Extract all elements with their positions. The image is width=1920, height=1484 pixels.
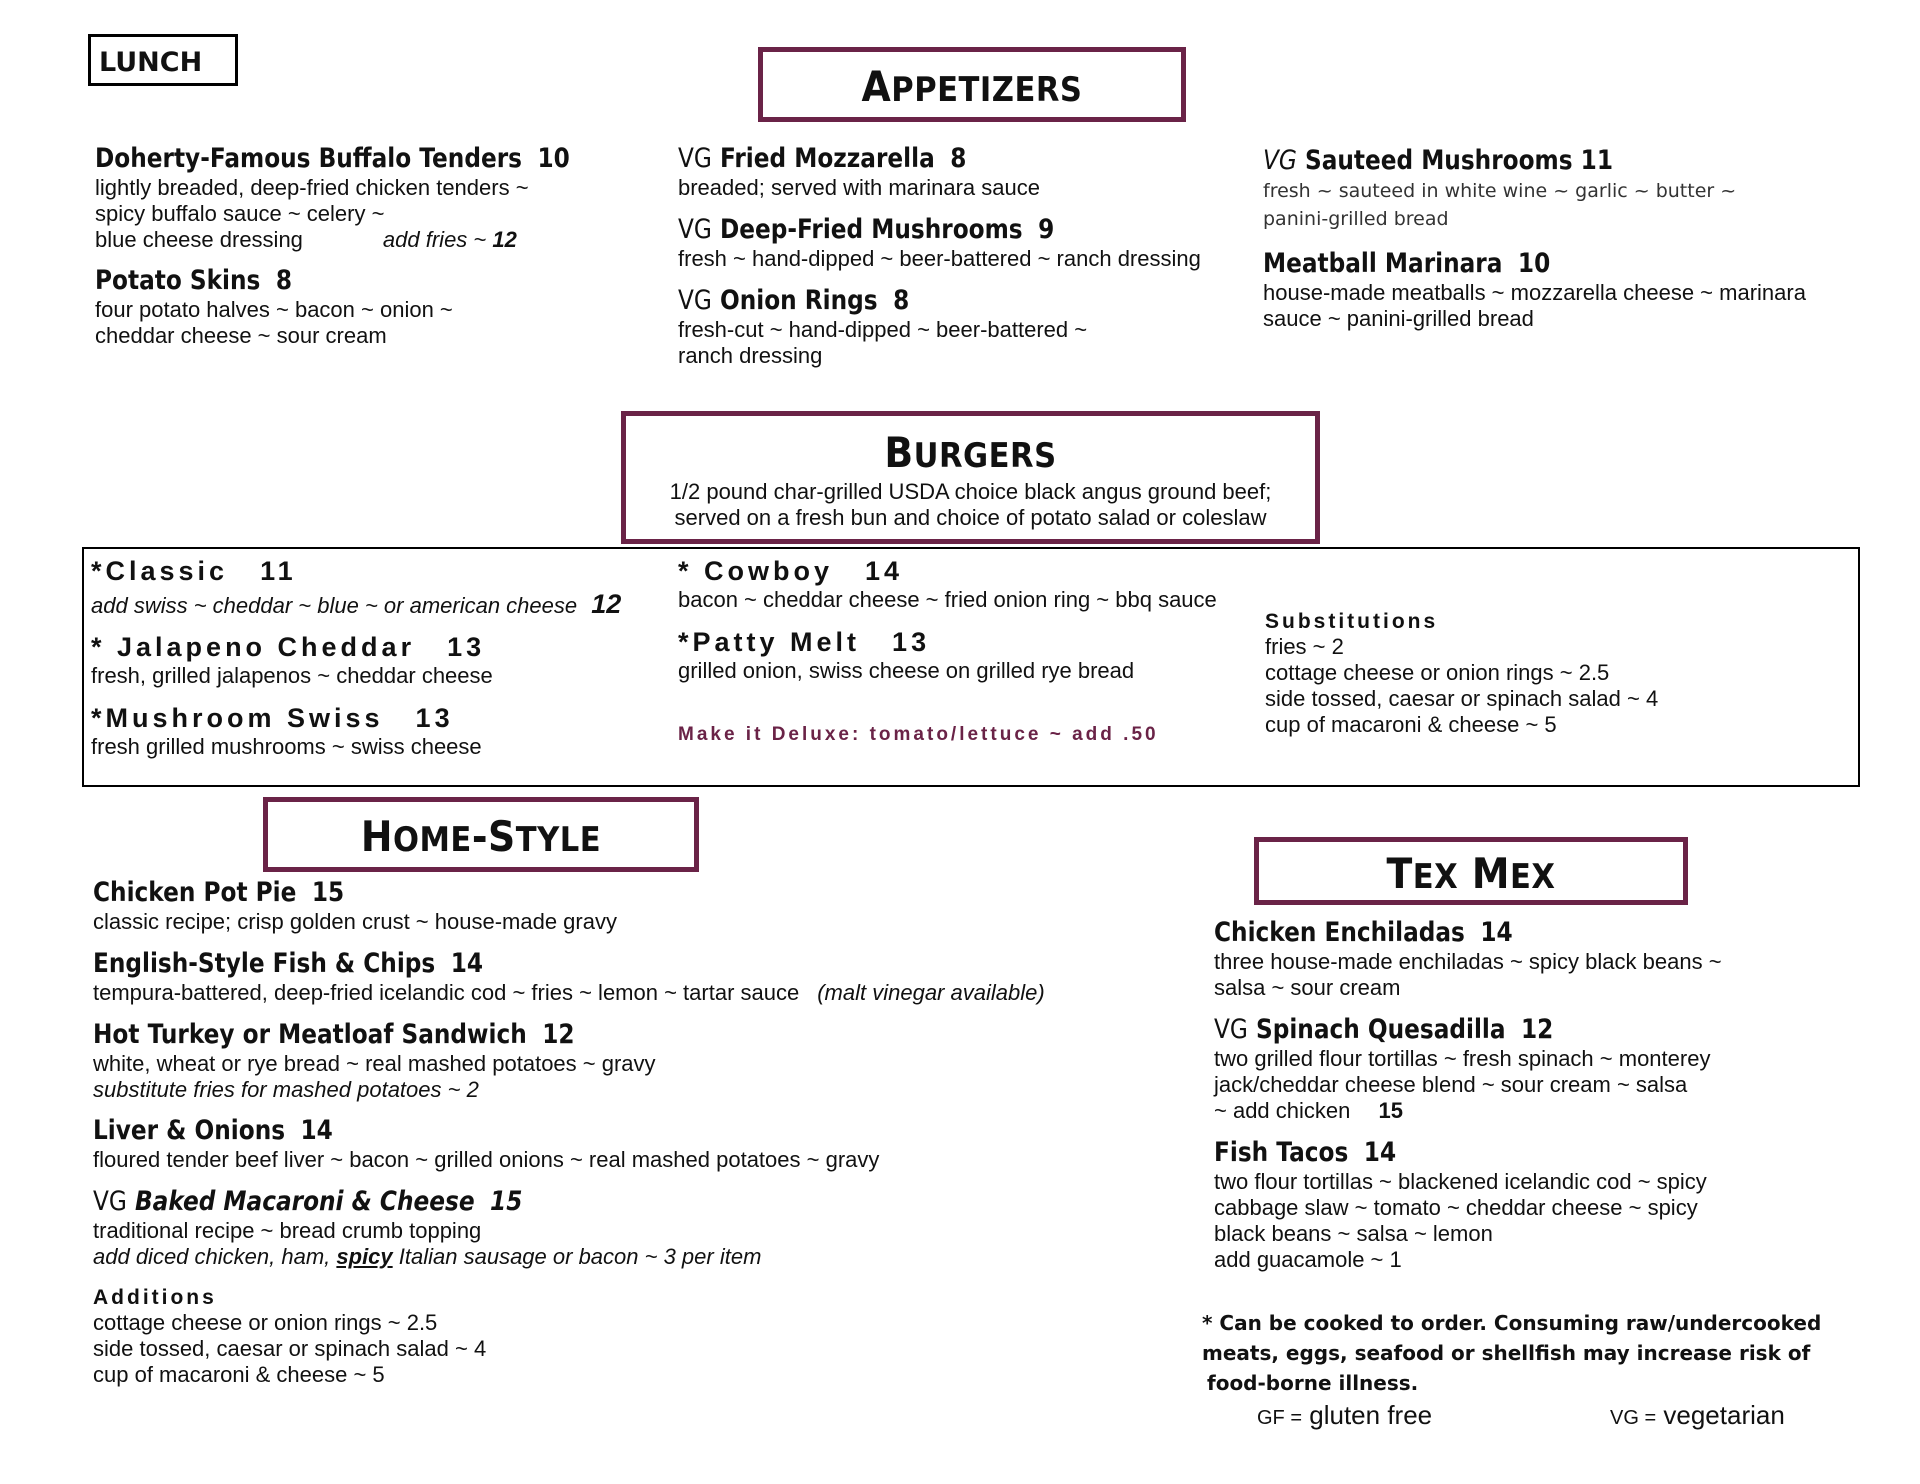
item-name: Sauteed Mushrooms (1304, 145, 1573, 176)
item-desc: sauce ~ panini-grilled bread (1263, 306, 1534, 331)
item-name: Doherty-Famous Buffalo Tenders (95, 143, 522, 174)
item-name: Hot Turkey or Meatloaf Sandwich (93, 1019, 527, 1050)
notice-line: * Can be cooked to order. Consuming raw/undercooked (1202, 1311, 1822, 1335)
menu-item-sauteed-mushrooms (1263, 144, 1736, 233)
health-notice (1202, 1308, 1821, 1398)
item-desc: white, wheat or rye bread ~ real mashed potatoes ~ gravy (93, 1051, 656, 1076)
item-desc: blue cheese dressing (95, 227, 303, 252)
item-desc: lightly breaded, deep-fried chicken tenders ~ (95, 175, 529, 200)
item-desc: substitute fries for mashed potatoes ~ 2 (93, 1077, 479, 1102)
notice-line: food-borne illness. (1207, 1371, 1419, 1395)
item-name: * Cowboy (678, 556, 834, 586)
substitutions-block (1265, 610, 1658, 738)
item-name: Meatball Marinara (1263, 248, 1503, 279)
spicy-label: spicy (336, 1244, 393, 1269)
vg-tag: VG (1214, 1014, 1248, 1045)
deluxe-note: Make it Deluxe: tomato/lettuce ~ add .50 (678, 724, 1159, 745)
item-price: 14 (1480, 917, 1513, 948)
item-price: 8 (893, 285, 910, 316)
menu-item-fish-and-chips (93, 947, 1045, 1006)
item-desc: three house-made enchiladas ~ spicy black beans ~ (1214, 949, 1722, 974)
item-price: 13 (892, 627, 931, 657)
item-desc: cheddar cheese ~ sour cream (95, 323, 387, 348)
item-name: *Classic (91, 556, 229, 586)
homestyle-title: HOME-STYLE (360, 812, 602, 861)
item-desc: traditional recipe ~ bread crumb topping (93, 1218, 482, 1243)
menu-item-hot-turkey (93, 1018, 656, 1103)
burgers-desc: served on a fresh bun and choice of potato salad or coleslaw (674, 505, 1267, 530)
burger-jalapeno-cheddar (91, 632, 493, 689)
substitution-item: fries ~ 2 (1265, 634, 1344, 659)
addition-item: side tossed, caesar or spinach salad ~ 4 (93, 1336, 487, 1361)
item-desc: black beans ~ salsa ~ lemon (1214, 1221, 1493, 1246)
vg-tag: VG (678, 285, 712, 316)
item-name: English-Style Fish & Chips (93, 948, 436, 979)
menu-item-potato-skins (95, 264, 453, 349)
vg-tag: VG (678, 143, 712, 174)
burger-classic (91, 556, 621, 619)
menu-item-baked-mac (93, 1185, 761, 1270)
menu-item-spinach-quesadilla (1214, 1013, 1710, 1124)
substitution-item: cup of macaroni & cheese ~ 5 (1265, 712, 1557, 737)
item-desc: two flour tortillas ~ blackened icelandic cod ~ spicy (1214, 1169, 1707, 1194)
item-name: Deep-Fried Mushrooms (719, 214, 1023, 245)
menu-item-chicken-enchiladas (1214, 916, 1722, 1001)
item-desc: Italian sausage or bacon ~ 3 per item (398, 1244, 762, 1269)
item-price: 14 (450, 948, 484, 979)
item-price: 9 (1038, 214, 1055, 245)
item-desc: fresh ~ hand-dipped ~ beer-battered ~ ranch dressing (678, 246, 1201, 271)
item-desc: fresh-cut ~ hand-dipped ~ beer-battered ~ (678, 317, 1088, 342)
burgers-desc: 1/2 pound char-grilled USDA choice black angus ground beef; (669, 479, 1272, 504)
item-price: 12 (1521, 1014, 1554, 1045)
item-desc: floured tender beef liver ~ bacon ~ grilled onions ~ real mashed potatoes ~ gravy (93, 1147, 880, 1172)
item-price: 15 (1378, 1098, 1403, 1123)
vg-tag: VG (93, 1186, 127, 1217)
menu-item-fish-tacos (1214, 1136, 1707, 1273)
substitution-item: side tossed, caesar or spinach salad ~ 4 (1265, 686, 1659, 711)
vg-abbr: VG = (1610, 1407, 1657, 1429)
burgers-title: BURGERS (884, 428, 1057, 477)
texmex-header (1254, 837, 1688, 905)
additions-block (93, 1286, 486, 1388)
menu-item-liver-onions (93, 1114, 879, 1173)
menu-item-chicken-pot-pie (93, 876, 617, 935)
item-desc: cabbage slaw ~ tomato ~ cheddar cheese ~ spicy (1214, 1195, 1698, 1220)
texmex-title: TEX MEX (1386, 849, 1556, 898)
notice-line: meats, eggs, seafood or shellfish may increase risk of (1202, 1341, 1811, 1365)
appetizers-header (758, 47, 1186, 122)
item-price: 13 (415, 703, 454, 733)
item-desc: grilled onion, swiss cheese on grilled rye bread (678, 658, 1135, 683)
item-name: Chicken Pot Pie (93, 877, 297, 908)
item-desc: ~ add chicken (1214, 1098, 1351, 1123)
appetizers-title: APPETIZERS (861, 62, 1083, 111)
burger-mushroom-swiss (91, 703, 482, 760)
item-desc: add diced chicken, ham, (93, 1244, 331, 1269)
item-desc: bacon ~ cheddar cheese ~ fried onion ring ~ bbq sauce (678, 587, 1217, 612)
add-fries-price: 12 (492, 227, 517, 252)
menu-item-meatball-marinara (1263, 247, 1806, 332)
vg-tag: VG (1263, 145, 1297, 176)
item-desc: fresh ~ sauteed in white wine ~ garlic ~ butter ~ (1263, 180, 1737, 202)
item-price: 8 (275, 265, 293, 296)
item-desc: fresh grilled mushrooms ~ swiss cheese (91, 734, 482, 759)
menu-item-fried-mozzarella (678, 142, 1040, 201)
item-price: 11 (1580, 145, 1613, 176)
substitution-item: cottage cheese or onion rings ~ 2.5 (1265, 660, 1610, 685)
item-desc: spicy buffalo sauce ~ celery ~ (95, 201, 385, 226)
menu-item-deep-fried-mushrooms (678, 213, 1201, 272)
item-name: Fried Mozzarella (719, 143, 935, 174)
item-price: 12 (591, 589, 622, 619)
item-note: (malt vinegar available) (817, 980, 1045, 1005)
item-name: Potato Skins (95, 265, 261, 296)
gf-legend (1257, 1400, 1432, 1431)
vg-tag: VG (678, 214, 712, 245)
burgers-header (621, 411, 1320, 544)
item-price: 14 (1363, 1137, 1397, 1168)
lunch-label: LUNCH (88, 34, 238, 86)
addition-item: cottage cheese or onion rings ~ 2.5 (93, 1310, 438, 1335)
item-desc: classic recipe; crisp golden crust ~ house-made gravy (93, 909, 617, 934)
item-desc: ranch dressing (678, 343, 823, 368)
item-price: 10 (1517, 248, 1551, 279)
addition-item: cup of macaroni & cheese ~ 5 (93, 1362, 385, 1387)
item-name: Fish Tacos (1214, 1137, 1349, 1168)
item-price: 15 (490, 1186, 523, 1217)
item-desc: salsa ~ sour cream (1214, 975, 1401, 1000)
item-price: 14 (300, 1115, 333, 1146)
item-price: 13 (447, 632, 486, 662)
add-fries-note: add fries ~ (382, 227, 487, 252)
item-name: Baked Macaroni & Cheese (134, 1186, 475, 1217)
homestyle-header (263, 797, 699, 872)
item-desc: fresh, grilled jalapenos ~ cheddar cheese (91, 663, 493, 688)
item-price: 8 (950, 143, 967, 174)
item-name: * Jalapeno Cheddar (91, 632, 416, 662)
item-name: *Patty Melt (678, 627, 861, 657)
item-price: 14 (865, 556, 904, 586)
item-name: Spinach Quesadilla (1255, 1014, 1506, 1045)
item-name: Liver & Onions (93, 1115, 286, 1146)
burger-patty-melt (678, 627, 1134, 684)
gf-abbr: GF = (1257, 1407, 1303, 1429)
burger-cowboy (678, 556, 1217, 613)
vg-legend (1610, 1400, 1785, 1431)
item-name: *Mushroom Swiss (91, 703, 384, 733)
item-desc: four potato halves ~ bacon ~ onion ~ (95, 297, 453, 322)
gf-text: gluten free (1309, 1400, 1433, 1430)
menu-item-buffalo-tenders (95, 142, 647, 253)
item-desc: house-made meatballs ~ mozzarella cheese ~ marinara (1263, 280, 1806, 305)
item-name: Chicken Enchiladas (1214, 917, 1465, 948)
menu-item-onion-rings (678, 284, 1087, 369)
item-desc: jack/cheddar cheese blend ~ sour cream ~ salsa (1214, 1072, 1688, 1097)
item-price: 10 (537, 143, 570, 174)
item-price: 12 (542, 1019, 575, 1050)
item-desc: breaded; served with marinara sauce (678, 175, 1040, 200)
item-desc: add guacamole ~ 1 (1214, 1247, 1402, 1272)
item-price: 11 (260, 556, 297, 586)
item-name: Onion Rings (719, 285, 878, 316)
item-price: 15 (311, 877, 345, 908)
vg-text: vegetarian (1663, 1400, 1785, 1430)
item-desc: add swiss ~ cheddar ~ blue ~ or american cheese (91, 593, 578, 618)
additions-title: Additions (93, 1286, 217, 1309)
substitutions-title: Substitutions (1265, 610, 1439, 633)
item-desc: tempura-battered, deep-fried icelandic cod ~ fries ~ lemon ~ tartar sauce (93, 980, 800, 1005)
item-desc: panini-grilled bread (1263, 208, 1449, 230)
item-desc: two grilled flour tortillas ~ fresh spinach ~ monterey (1214, 1046, 1711, 1071)
